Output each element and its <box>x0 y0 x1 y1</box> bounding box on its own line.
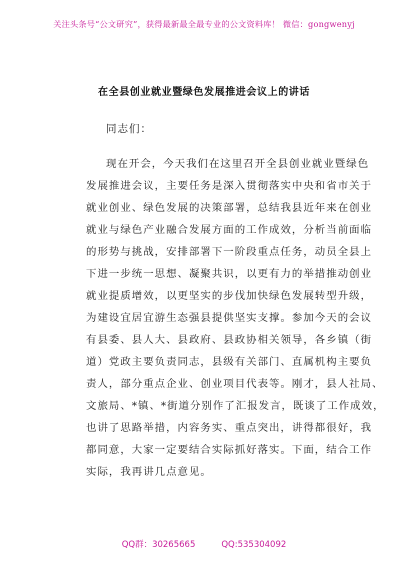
body-line: 也讲了思路举措，内容务实、重点突出，讲得都很好，我 <box>86 422 373 434</box>
body-line: 责人，部分重点企业、创业项目代表等。刚才，县人社局、 <box>86 378 384 390</box>
body-line: 实际，我再讲几点意见。 <box>86 466 212 478</box>
footer-qq-group: QQ群：30265665 <box>121 540 196 550</box>
salutation: 同志们： <box>106 123 152 135</box>
body-line: 道）党政主要负责同志，县级有关部门、直属机构主要负 <box>86 356 373 368</box>
header-banner: 关注头条号“公文研究”，获得最新最全最专业的公文资料库！ 微信：gongwenyj <box>53 19 355 29</box>
footer-contact <box>0 538 408 550</box>
body-line: 发展推进会议，主要任务是深入贯彻落实中央和省市关于 <box>86 180 373 192</box>
body-line: 下进一步统一思想、凝聚共识，以更有力的举措推动创业 <box>86 268 373 280</box>
body-line: 现在开会，今天我们在这里召开全县创业就业暨绿色 <box>106 158 370 170</box>
footer-qq: QQ:535304092 <box>221 540 287 550</box>
body-line: 有县委、县人大、县政府、县政协相关领导，各乡镇（街 <box>86 334 373 346</box>
body-line: 文旅局、*镇、*街道分别作了汇报发言，既谈了工作成效， <box>86 400 385 412</box>
body-line: 的形势与挑战，安排部署下一阶段重点任务，动员全县上 <box>86 246 373 258</box>
document-title: 在全县创业就业暨绿色发展推进会议上的讲话 <box>98 87 310 98</box>
body-line: 就业创业、绿色发展的决策部署，总结我县近年来在创业 <box>86 202 373 214</box>
body-line: 就业提质增效，以更坚实的步伐加快绿色发展转型升级， <box>86 290 373 302</box>
body-line: 都同意，大家一定要结合实际抓好落实。下面，结合工作 <box>86 444 373 456</box>
body-line: 就业与绿色产业融合发展方面的工作成效，分析当前面临 <box>86 224 373 236</box>
body-line: 为建设宜居宜游生态强县提供坚实支撑。参加今天的会议 <box>86 312 373 324</box>
